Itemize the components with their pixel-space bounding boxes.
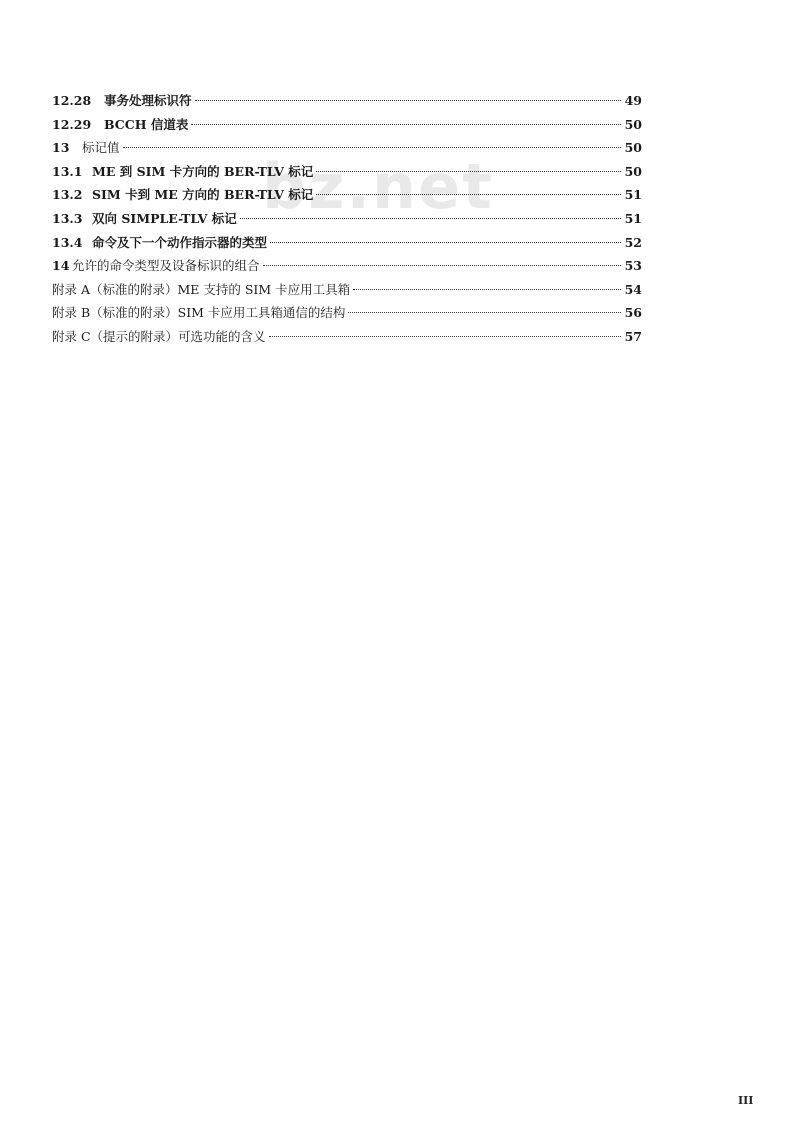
toc-entry-title: 事务处理标识符 — [104, 93, 192, 108]
toc-entry-title: 附录 C（提示的附录）可选功能的含义 — [52, 328, 266, 344]
toc-entry-title: SIM 卡到 ME 方向的 BER-TLV 标记 — [92, 187, 314, 203]
toc-entry-page: 50 — [624, 116, 642, 132]
toc-entry-page: 49 — [624, 93, 642, 108]
toc-entry-page: 51 — [624, 187, 642, 203]
toc-entry-title: BCCH 信道表 — [104, 116, 189, 132]
toc-entry-number: 14 — [52, 258, 70, 274]
toc-entry-title: 附录 A（标准的附录）ME 支持的 SIM 卡应用工具箱 — [52, 281, 351, 297]
toc-entry-page: 56 — [624, 305, 642, 321]
toc-leader-dots — [316, 171, 621, 172]
toc-entry[interactable] — [52, 183, 642, 207]
toc-entry[interactable] — [52, 254, 642, 278]
toc-entry[interactable] — [52, 160, 642, 184]
toc-entry[interactable] — [52, 325, 642, 349]
toc-entry-number: 13.1 — [52, 163, 83, 179]
page-number: III — [738, 1094, 754, 1107]
watermark: bz.net — [262, 150, 494, 223]
toc-entry-number: 13.2 — [52, 187, 83, 203]
toc-leader-dots — [191, 124, 621, 125]
toc-entry-page: 50 — [624, 163, 642, 179]
toc-leader-dots — [263, 265, 621, 266]
toc-entry-page: 50 — [624, 140, 642, 156]
toc-entry-number: 12.29 — [52, 116, 92, 132]
toc-leader-dots — [123, 147, 621, 148]
table-of-contents — [52, 89, 642, 349]
toc-leader-dots — [269, 336, 621, 337]
toc-entry[interactable] — [52, 278, 642, 302]
toc-entry-page: 57 — [624, 328, 642, 344]
toc-entry[interactable] — [52, 89, 642, 113]
toc-entry-number: 12.28 — [52, 93, 92, 108]
toc-entry-title: 命令及下一个动作指示器的类型 — [92, 234, 268, 250]
toc-leader-dots — [353, 289, 621, 290]
toc-entry-number: 13.3 — [52, 210, 83, 226]
toc-entry-page: 53 — [624, 258, 642, 274]
toc-entry-title: 允许的命令类型及设备标识的组合 — [72, 258, 260, 274]
toc-entry-page: 54 — [624, 281, 642, 297]
toc-entry-title: 标记值 — [82, 140, 120, 156]
toc-entry[interactable] — [52, 231, 642, 255]
toc-leader-dots — [240, 218, 621, 219]
toc-entry-title: 附录 B（标准的附录）SIM 卡应用工具箱通信的结构 — [52, 305, 346, 321]
toc-entry[interactable] — [52, 113, 642, 137]
toc-entry[interactable] — [52, 207, 642, 231]
toc-entry-number: 13.4 — [52, 234, 83, 250]
toc-leader-dots — [195, 100, 621, 101]
toc-leader-dots — [348, 312, 621, 313]
toc-leader-dots — [270, 242, 621, 243]
toc-leader-dots — [316, 194, 621, 195]
toc-entry-title: 双向 SIMPLE-TLV 标记 — [92, 210, 237, 226]
toc-entry[interactable] — [52, 301, 642, 325]
toc-entry-number: 13 — [52, 140, 70, 156]
toc-entry[interactable] — [52, 136, 642, 160]
toc-entry-page: 51 — [624, 210, 642, 226]
toc-entry-page: 52 — [624, 234, 642, 250]
toc-entry-title: ME 到 SIM 卡方向的 BER-TLV 标记 — [92, 163, 314, 179]
